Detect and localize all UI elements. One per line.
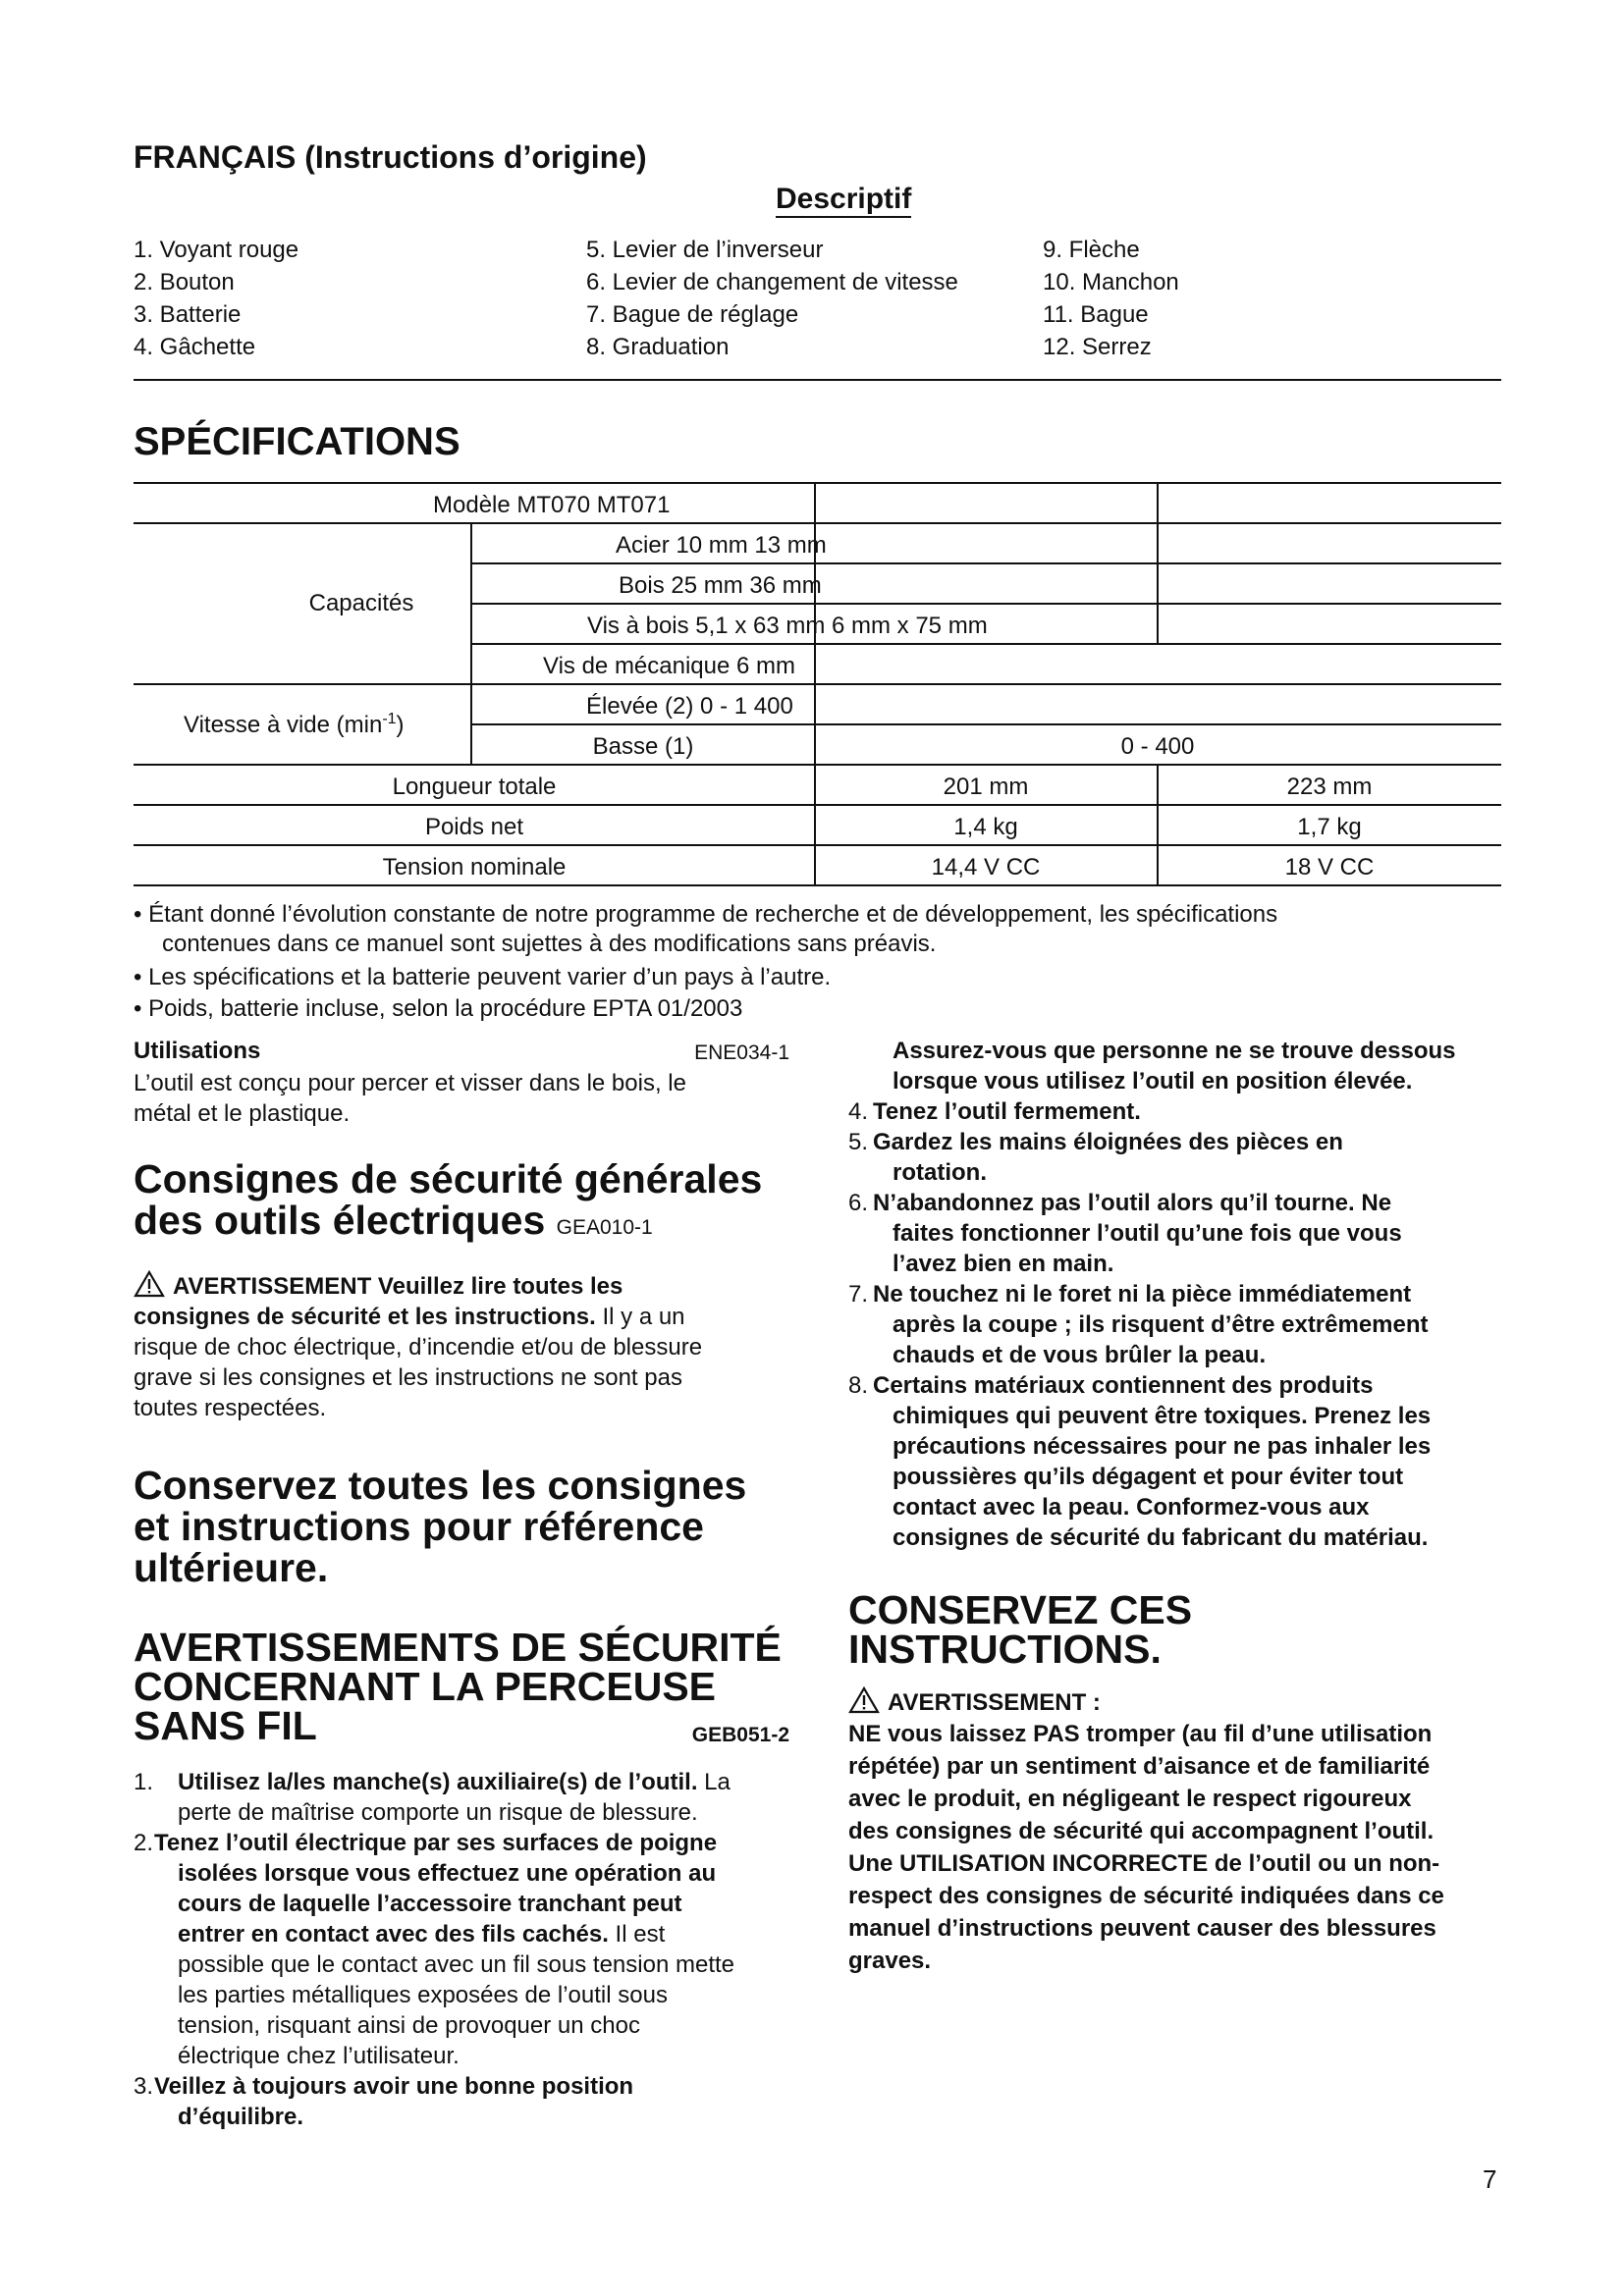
item3-bold-1: Veillez à toujours avoir une bonne position [154,2073,634,2100]
item2-bold-2: isolées lorsque vous effectuez une opération au [178,1860,717,1887]
item8-line-4: poussières qu’ils dégagent et pour éviter tout [893,1464,1404,1490]
conservez-heading-3: ultérieure. [134,1545,329,1590]
avs-heading-3: SANS FIL [134,1703,317,1748]
safety-item-1 [134,1767,789,1828]
part-item: 10. Manchon [1043,269,1179,295]
safety-item-8 [848,1370,1506,1553]
spec-tension-mt071: 18 V CC [1284,854,1375,881]
conservez-heading-1: Conservez toutes les consignes [134,1463,747,1508]
part-item: 8. Graduation [586,334,730,360]
avert-rest-2: risque de choc électrique, d’incendie et/ou de blessure [134,1334,703,1361]
spec-modele: Modèle MT070 MT071 [433,492,671,518]
item2-rest-2: possible que le contact avec un fil sous tension mette [178,1951,734,1978]
part-item: 4. Gâchette [134,334,256,360]
part-item: 5. Levier de l’inverseur [586,237,824,263]
spec-poids: Poids net [424,814,524,840]
spec-vitesse-end: ) [396,712,405,738]
spec-bois: Bois 25 mm 36 mm [619,572,822,599]
right-avert-4: des consignes de sécurité qui accompagnent l’outil. [848,1818,1435,1844]
utilisations-code: ENE034-1 [694,1041,789,1064]
part-item: 1. Voyant rouge [134,237,299,263]
item-number: 8. [848,1372,869,1399]
safety-item-4 [848,1096,1506,1127]
item-number: 3. [134,2073,154,2100]
part-item: 11. Bague [1043,301,1149,328]
item2-bold-1: Tenez l’outil électrique par ses surfaces de poigne [154,1830,718,1856]
utilisations-title: Utilisations [134,1038,261,1064]
avs-heading-1: AVERTISSEMENTS DE SÉCURITÉ [134,1625,782,1670]
consignes-heading-2: des outils électriques [134,1198,546,1243]
avs-code: GEB051-2 [691,1724,789,1746]
right-avert-6: respect des consignes de sécurité indiquées dans ce [848,1883,1444,1909]
item3-bold-2: d’équilibre. [178,2104,304,2130]
spec-basse: Basse (1) [592,733,694,760]
spec-longueur-mt070: 201 mm [943,774,1029,800]
spec-vitesse-sup: -1 [382,711,397,727]
avs-heading-2: CONCERNANT LA PERCEUSE [134,1664,717,1709]
item-number: 4. [848,1098,869,1125]
item7-line-1: Ne touchez ni le foret ni la pièce immédiatement [873,1281,1412,1308]
spec-vis-meca: Vis de mécanique 6 mm [543,653,796,679]
item-number: 6. [848,1190,869,1216]
item7-line-3: chauds et de vous brûler la peau. [893,1342,1267,1368]
warning-line-1 [134,1270,789,1302]
right-avert-7: manuel d’instructions peuvent causer des blessures [848,1915,1436,1942]
utilisations-text-2: métal et le plastique. [134,1100,351,1127]
spec-capacites: Capacités [308,590,414,616]
item5-line-2: rotation. [893,1159,987,1186]
item2-rest-1: Il est [608,1921,666,1948]
item-number: 5. [848,1129,869,1155]
item6-line-3: l’avez bien en main. [893,1251,1114,1277]
consignes-heading-2-wrap [134,1200,789,1249]
specifications-table [0,0,1624,893]
item1-bold: Utilisez la/les manche(s) auxiliaire(s) de l’outil. [178,1769,698,1795]
right-avert-2: répétée) par un sentiment d’aisance et de familiarité [848,1753,1431,1780]
note-3: • Poids, batterie incluse, selon la procédure EPTA 01/2003 [134,995,743,1022]
spec-tension: Tension nominale [382,854,567,881]
right-avert-8: graves. [848,1948,932,1974]
avert-rest-4: toutes respectées. [134,1395,327,1421]
item1-rest-2: perte de maîtrise comporte un risque de blessure. [178,1799,698,1826]
right-avert-5: Une UTILISATION INCORRECTE de l’outil ou un non- [848,1850,1440,1877]
part-item: 6. Levier de changement de vitesse [586,269,958,295]
item-number: 2. [134,1830,154,1856]
part-item: 9. Flèche [1043,237,1140,263]
left-column [134,1036,789,2132]
note-1-cont: contenues dans ce manuel sont sujettes à des modifications sans préavis. [162,931,937,957]
item5-line-1: Gardez les mains éloignées des pièces en [873,1129,1343,1155]
item-number: 1. [134,1769,154,1795]
item2-bold-4: entrer en contact avec des fils cachés. [178,1921,609,1948]
spec-basse-value: 0 - 400 [1120,733,1195,760]
item7-line-2: après la coupe ; ils risquent d’être extrêmement [893,1311,1429,1338]
item6-line-2: faites fonctionner l’outil qu’une fois que vous [893,1220,1402,1247]
safety-item-3 [134,2071,789,2132]
conservez-ces-1: CONSERVEZ CES [848,1587,1193,1632]
note-1: • Étant donné l’évolution constante de notre programme de recherche et de développement, les spécifications [134,901,1278,928]
item2-line-4 [178,1919,789,1949]
item3-cont-2: lorsque vous utilisez l’outil en position élevée. [893,1068,1413,1095]
item2-rest-4: tension, risquant ainsi de provoquer un choc [178,2012,640,2039]
item1-line-1 [178,1767,789,1797]
avert-rest-3: grave si les consignes et les instructions ne sont pas [134,1364,682,1391]
utilisations-header [134,1036,789,1068]
safety-item-5 [848,1127,1506,1188]
safety-item-7 [848,1279,1506,1370]
safety-item-2 [134,1828,789,2071]
descriptif-title: Descriptif [776,183,911,218]
spec-vis-bois: Vis à bois 5,1 x 63 mm 6 mm x 75 mm [587,613,988,639]
spec-longueur-mt071: 223 mm [1286,774,1373,800]
avs-heading-3-wrap [134,1703,789,1748]
conservez-ces-2: INSTRUCTIONS. [848,1627,1162,1672]
utilisations-text-1: L’outil est conçu pour percer et visser dans le bois, le [134,1070,686,1096]
item4-text: Tenez l’outil fermement. [873,1098,1141,1125]
item8-line-5: contact avec la peau. Conformez-vous aux [893,1494,1370,1521]
right-avert-label: AVERTISSEMENT : [888,1689,1101,1716]
part-item: 3. Batterie [134,301,242,328]
avert-bold-1: AVERTISSEMENT Veuillez lire toutes les [173,1273,623,1300]
safety-item-6 [848,1188,1506,1279]
consignes-code: GEA010-1 [556,1216,653,1239]
specifications-heading: SPÉCIFICATIONS [134,420,460,463]
spec-poids-mt070: 1,4 kg [953,814,1018,840]
spec-vitesse [184,711,405,738]
item8-line-3: précautions nécessaires pour ne pas inhaler les [893,1433,1432,1460]
note-2: • Les spécifications et la batterie peuvent varier d’un pays à l’autre. [134,964,832,990]
avert-rest-1: Il y a un [595,1304,685,1330]
item-number: 7. [848,1281,869,1308]
item2-rest-5: électrique chez l’utilisateur. [178,2043,460,2069]
page-number: 7 [1483,2164,1497,2194]
right-warning-label-line [848,1686,1506,1718]
item2-bold-3: cours de laquelle l’accessoire tranchant peut [178,1891,682,1917]
language-header: FRANÇAIS (Instructions d’origine) [134,139,647,175]
conservez-heading-2: et instructions pour référence [134,1504,704,1549]
item8-line-1: Certains matériaux contiennent des produits [873,1372,1374,1399]
item1-rest-1: La [697,1769,731,1795]
spec-acier: Acier 10 mm 13 mm [616,532,827,559]
part-item: 7. Bague de réglage [586,301,799,328]
warning-triangle-icon [848,1686,880,1714]
item8-line-6: consignes de sécurité du fabricant du matériau. [893,1524,1429,1551]
right-avert-1: NE vous laissez PAS tromper (au fil d’une utilisation [848,1721,1433,1747]
part-item: 12. Serrez [1043,334,1152,360]
spec-longueur: Longueur totale [392,774,557,800]
part-item: 2. Bouton [134,269,235,295]
right-avert-3: avec le produit, en négligeant le respect rigoureux [848,1786,1412,1812]
consignes-heading-1: Consignes de sécurité générales [134,1156,763,1201]
spec-elevee: Élevée (2) 0 - 1 400 [586,693,793,720]
spec-vitesse-label: Vitesse à vide (min [184,712,383,738]
warning-triangle-icon [134,1270,165,1298]
spec-poids-mt071: 1,7 kg [1297,814,1362,840]
item2-rest-3: les parties métalliques exposées de l’outil sous [178,1982,668,2008]
avert-bold-2: consignes de sécurité et les instructions. [134,1304,596,1330]
right-column [848,1036,1506,1977]
item3-cont-1: Assurez-vous que personne ne se trouve dessous [893,1038,1456,1064]
item8-line-2: chimiques qui peuvent être toxiques. Prenez les [893,1403,1432,1429]
spec-tension-mt070: 14,4 V CC [931,854,1041,881]
item6-line-1: N’abandonnez pas l’outil alors qu’il tourne. Ne [873,1190,1392,1216]
warning-line-2 [134,1302,789,1332]
